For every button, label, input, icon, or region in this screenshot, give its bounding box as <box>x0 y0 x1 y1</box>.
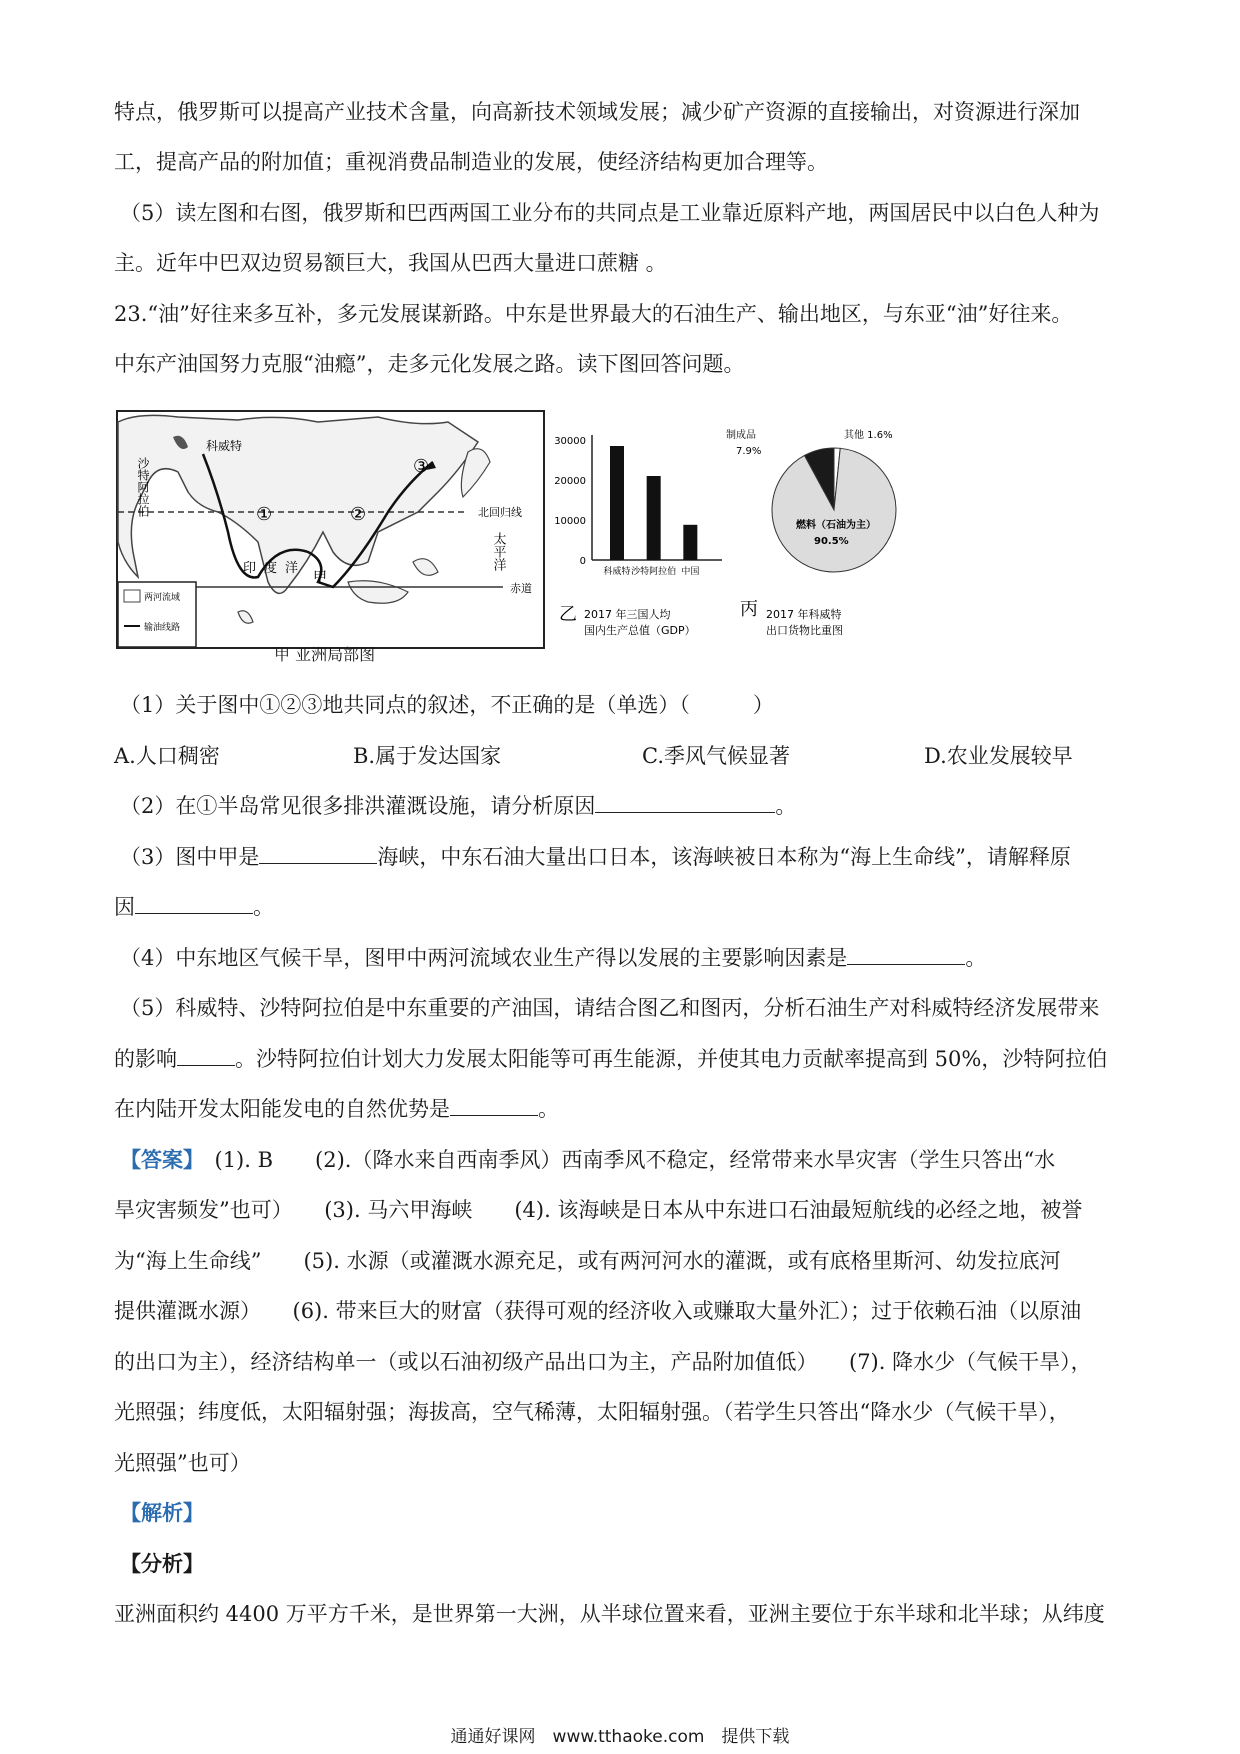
question-23-line-2: 中东产油国努力克服“油瘾”，走多元化发展之路。读下图回答问题。 <box>114 352 745 376</box>
question-3-text-b: 海峡，中东石油大量出口日本，该海峡被日本称为“海上生命线”，请解释原 <box>377 845 1071 869</box>
bar-0 <box>610 446 624 560</box>
answer-blank <box>259 843 377 864</box>
question-4-text: （4）中东地区气候干旱，图甲中两河流域农业生产得以发展的主要影响因素是 <box>120 946 848 970</box>
answer-blank <box>450 1095 538 1116</box>
answer-line-3: 为“海上生命线” (5). 水源（或灌溉水源充足，或有两河河水的灌溉，或有底格里斯河、幼发拉底河 <box>114 1249 1061 1273</box>
intro-line-4: 主。近年中巴双边贸易额巨大，我国从巴西大量进口蔗糖 。 <box>114 251 667 275</box>
answer-blank <box>135 893 253 914</box>
pie-title-line-1: 2017 年科威特 <box>766 608 842 621</box>
map-caption: 甲 亚洲局部图 <box>274 645 376 664</box>
answer-blank <box>595 792 775 813</box>
bar-1 <box>647 476 661 560</box>
bar-category-label: 科威特 <box>603 567 631 577</box>
gdp-bar-chart <box>544 410 734 660</box>
label-tropic: 北回归线 <box>478 506 522 519</box>
bar-category-label: 沙特阿拉伯 <box>631 567 677 577</box>
question-3 <box>120 843 1140 871</box>
question-5-end: 。 <box>538 1097 559 1121</box>
question-5-line-1: （5）科威特、沙特阿拉伯是中东重要的产油国，请结合图乙和图丙，分析石油生产对科威特经济发展带来 <box>120 996 1100 1020</box>
bar-panel-label: 乙 <box>559 604 577 625</box>
answer-line-4: 提供灌溉水源） (6). 带来巨大的财富（获得可观的经济收入或赚取大量外汇）；过于依赖石油（以原油 <box>114 1299 1082 1323</box>
intro-line-2: 工，提高产品的附加值；重视消费品制造业的发展，使经济结构更加合理等。 <box>114 150 828 174</box>
analysis-sub-label: 【分析】 <box>120 1551 204 1576</box>
option-d: D.农业发展较早 <box>924 744 1073 768</box>
question-4-end: 。 <box>965 946 987 970</box>
analysis-label: 【解析】 <box>120 1500 204 1525</box>
question-5-line-2 <box>114 1045 1134 1073</box>
question-3-text-c: 因 <box>114 895 135 919</box>
option-b: B.属于发达国家 <box>353 744 502 768</box>
bar-category-label: 中国 <box>681 567 700 577</box>
pie-value-fuel: 90.5% <box>814 536 849 547</box>
footer-credit: 通通好课网 www.tthaoke.com 提供下载 <box>450 1727 790 1747</box>
question-5-text-a: 的影响 <box>114 1047 177 1071</box>
intro-line-1: 特点，俄罗斯可以提高产业技术含量，向高新技术领域发展；减少矿产资源的直接输出，对资源进行深加 <box>114 100 1080 124</box>
question-3-cont <box>114 893 1134 921</box>
pie-value-manufactured: 7.9% <box>736 446 762 457</box>
bar-title-line-1: 2017 年三国人均 <box>584 608 671 621</box>
answer-line-1 <box>120 1146 1140 1174</box>
pie-label-fuel: 燃料（石油为主） <box>796 520 876 531</box>
bar-y-tick-label: 30000 <box>554 436 586 447</box>
question-23-line-1: 23.“油”好往来多互补，多元发展谋新路。中东是世界最大的石油生产、输出地区，与东亚“油”好往来。 <box>114 302 1073 326</box>
answer-label: 【答案】 <box>120 1147 194 1172</box>
pie-series <box>772 448 896 572</box>
label-circle-2: ② <box>350 504 367 525</box>
answer-blank <box>177 1045 235 1066</box>
question-5-text-b: 。沙特阿拉伯计划大力发展太阳能等可再生能源，并使其电力贡献率提高到 50%，沙特阿拉伯 <box>235 1047 1108 1071</box>
question-4 <box>120 944 1140 972</box>
label-jia-strait: 甲 <box>313 570 327 586</box>
answer-line-6: 光照强；纬度低，太阳辐射强；海拔高，空气稀薄，太阳辐射强。（若学生只答出“降水少（气候干旱）， <box>114 1400 1070 1424</box>
legend-two-rivers: 两河流域 <box>144 593 181 603</box>
legend-swatch-area <box>124 590 140 602</box>
answer-line-2: 旱灾害频发”也可） (3). 马六甲海峡 (4). 该海峡是日本从中东进口石油最短航线的必经之地，被誉 <box>114 1198 1083 1222</box>
intro-line-3: （5）读左图和右图，俄罗斯和巴西两国工业分布的共同点是工业靠近原料产地，两国居民中以白色人种为 <box>120 201 1100 225</box>
pie-panel-label: 丙 <box>740 599 758 620</box>
label-saudi: 沙特阿拉伯 <box>136 457 150 517</box>
answer-line-5: 的出口为主），经济结构单一（或以石油初级产品出口为主，产品附加值低） (7). 降水少（气候干旱）， <box>114 1350 1092 1374</box>
label-circle-3: ③ <box>413 456 430 477</box>
label-indian-ocean: 印度洋 <box>243 561 307 576</box>
label-equator: 赤道 <box>510 582 532 595</box>
analysis-line-1: 亚洲面积约 4400 万平方千米，是世界第一大洲，从半球位置来看，亚洲主要位于东半球和北半球；从纬度 <box>114 1602 1105 1626</box>
question-1: （1）关于图中①②③地共同点的叙述，不正确的是（单选）（ ） <box>120 693 774 717</box>
pie-label-other: 其他 1.6% <box>844 430 893 441</box>
question-3-text-a: （3）图中甲是 <box>120 845 260 869</box>
answer-line-7: 光照强”也可） <box>114 1451 251 1475</box>
question-5-line-3 <box>114 1095 1134 1123</box>
question-3-end: 。 <box>253 895 274 919</box>
label-kuwait: 科威特 <box>206 439 243 453</box>
question-5-text-c: 在内陆开发太阳能发电的自然优势是 <box>114 1097 450 1121</box>
question-2 <box>120 792 1140 820</box>
island-shape <box>413 559 438 576</box>
island-shape <box>238 611 253 624</box>
bar-title-line-2: 国内生产总值（GDP） <box>584 624 696 637</box>
asia-map <box>116 410 545 649</box>
figure-group <box>114 410 1134 670</box>
question-2-text: （2）在①半岛常见很多排洪灌溉设施，请分析原因 <box>120 794 596 818</box>
answer-text-1: (1). B (2).（降水来自西南季风）西南季风不稳定，经常带来水旱灾害（学生只答出“水 <box>214 1148 1056 1172</box>
answer-blank <box>847 944 965 965</box>
island-shape <box>348 581 408 604</box>
question-2-end: 。 <box>775 794 797 818</box>
label-pacific: 太平洋 <box>490 532 506 571</box>
legend-oil-route: 输油线路 <box>144 623 181 633</box>
bar-2 <box>683 525 697 560</box>
asia-map-drawing <box>118 412 543 647</box>
bar-y-tick-label: 20000 <box>554 476 586 487</box>
bar-y-tick-label: 0 <box>579 556 586 567</box>
bar-y-tick-label: 10000 <box>554 516 586 527</box>
pie-label-manufactured: 制成品 <box>726 430 756 441</box>
label-circle-1: ① <box>256 504 273 525</box>
option-a: A.人口稠密 <box>114 744 220 768</box>
option-c: C.季风气候显著 <box>642 744 790 768</box>
pie-title-line-2: 出口货物比重图 <box>766 624 843 637</box>
export-pie-chart <box>726 410 934 660</box>
bar-series <box>603 446 699 577</box>
